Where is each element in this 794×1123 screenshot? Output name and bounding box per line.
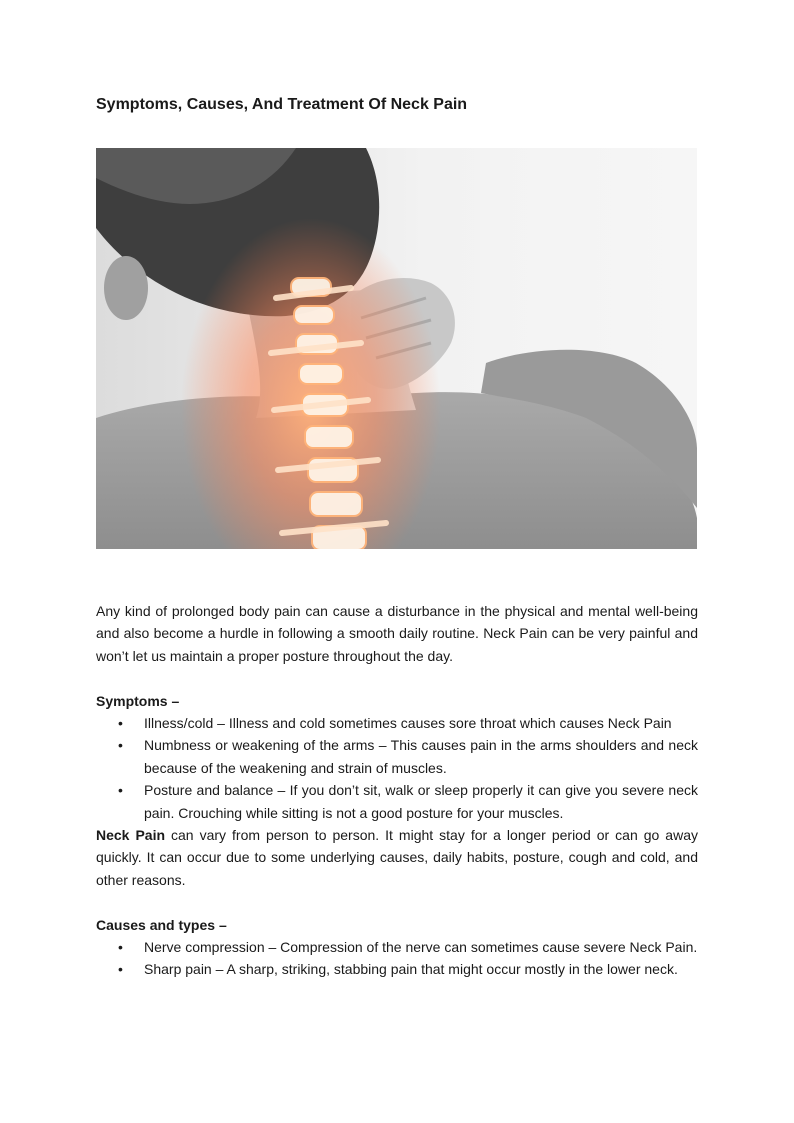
variation-paragraph [96,824,698,891]
list-item [96,958,698,980]
bullet-icon: • [118,782,123,799]
variation-text: can vary from person to person. It might stay for a longer period or can go away quickly. It can occur due to some underlying causes, daily habits, posture, cough and cold, and other reasons. [96,827,698,888]
list-item-text: Numbness or weakening of the arms – This causes pain in the arms shoulders and neck because of the weakening and strain of muscles. [144,737,698,776]
list-item [96,712,698,734]
neck-pain-bold: Neck Pain [96,827,166,844]
list-item-text: Nerve compression – Compression of the nerve can sometimes cause severe Neck Pain. [144,939,698,956]
bullet-icon: • [118,737,123,754]
symptoms-heading: Symptoms – [96,692,180,709]
causes-list [96,936,698,981]
neck-pain-photo [96,148,697,549]
list-item-text: Sharp pain – A sharp, striking, stabbing pain that might occur mostly in the lower neck. [144,961,678,978]
intro-paragraph: Any kind of prolonged body pain can cause a disturbance in the physical and mental well-being and also become a hurdle in following a smooth daily routine. Neck Pain can be very painful and won’t let us maintain a proper posture throughout the day. [96,603,698,664]
bullet-icon: • [118,715,123,732]
paragraph-gap [96,891,698,913]
page-title: Symptoms, Causes, And Treatment Of Neck Pain [96,96,468,113]
symptoms-list [96,712,698,824]
causes-heading: Causes and types – [96,916,227,933]
bullet-icon: • [118,939,123,956]
article-body [96,600,698,981]
list-item [96,779,698,824]
paragraph-gap [96,667,698,689]
list-item-text: Posture and balance – If you don’t sit, walk or sleep properly it can give you severe neck pain. Crouching while sitting is not a good posture for your muscles. [144,782,698,821]
list-item [96,734,698,779]
list-item-text: Illness/cold – Illness and cold sometimes causes sore throat which causes Neck Pain [144,715,672,732]
list-item [96,936,698,958]
bullet-icon: • [118,961,123,978]
